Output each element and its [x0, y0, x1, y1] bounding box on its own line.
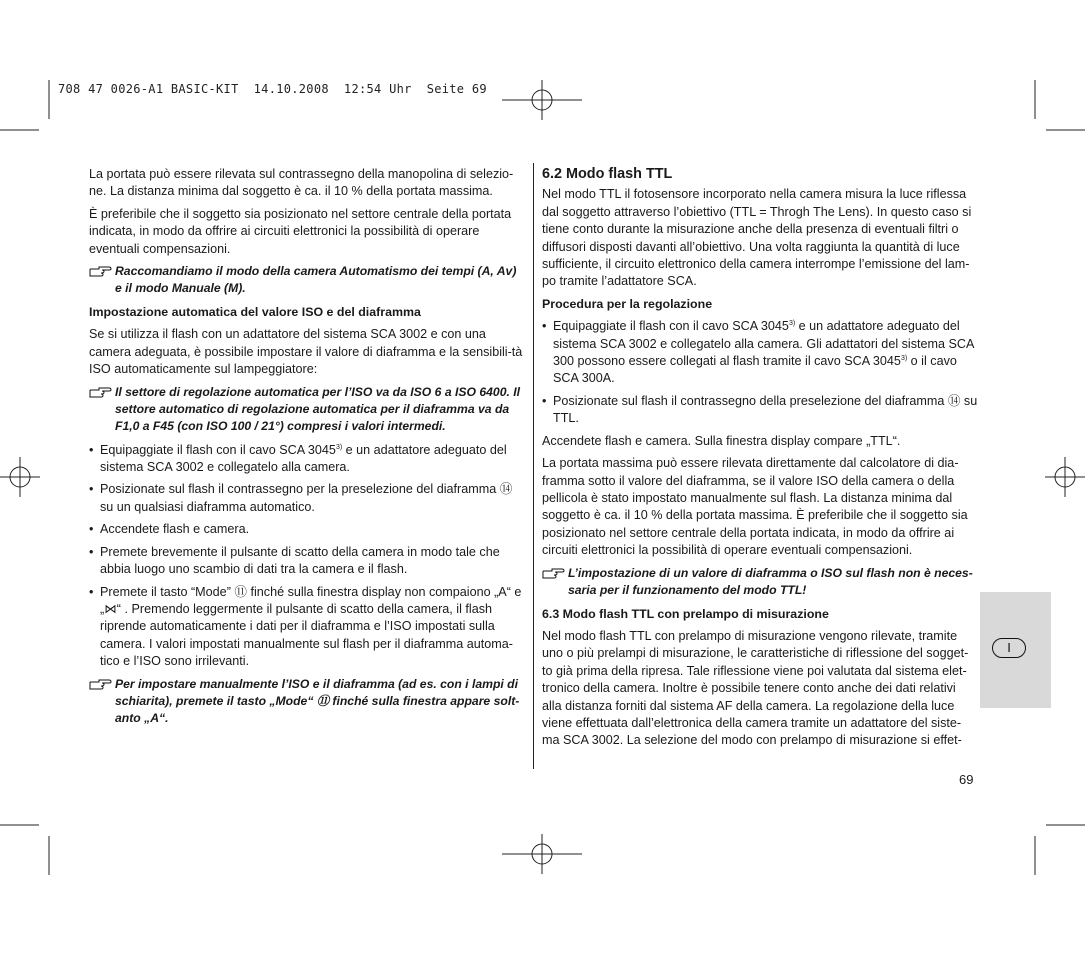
note-text: Il settore di regolazione automatica per l’ISO va da ISO 6 a ISO 6400. Il settore automatico di regolazione automatica per il diaframma va da F1,0 a F45 (con ISO 100 / 21°) compresi i valori intermedi. [115, 384, 521, 433]
paragraph: Accendete flash e camera. Sulla finestra display compare „TTL“. [542, 433, 901, 448]
bullet: • [89, 544, 94, 559]
bullet: • [89, 482, 94, 497]
paragraph: La portata massima può essere rilevata direttamente dal calcolatore di dia-framma sotto il valore del diaframma, se il valore ISO della camera o della pellicola è stato impostato manualmente sul flash. La distanza minima dal soggetto è ca. il 10 % della portata massima. È preferibile che il soggetto sia posizionato nel settore centrale della portata indicata, in modo da offrire ai circuiti elettronici la possibilità di operare eventuali compensazioni. [542, 456, 968, 558]
bullet: • [89, 522, 94, 537]
pointing-hand-icon [542, 566, 565, 579]
pointing-hand-icon [89, 385, 112, 398]
paragraph: È preferibile che il soggetto sia posizionato nel settore centrale della portata indicata, in modo da offrire ai circuiti elettronici la possibilità di operare eventuali compensazioni. [89, 206, 512, 256]
bullet: • [542, 393, 547, 408]
list-item: • Posizionate sul flash il contrassegno per la preselezione del diaframma ⑭ su un qualsiasi diaframma automatico. [89, 482, 513, 514]
subheading: 6.3 Modo flash TTL con prelampo di misurazione [542, 606, 829, 621]
paragraph: La portata può essere rilevata sul contrassegno della manopolina di selezio-ne. La distanza minima dal soggetto è ca. il 10 % della portata massima. [89, 167, 514, 199]
list-item: • Equipaggiate il flash con il cavo SCA 3045$^{3)}$ e un adattatore adeguato del sistema SCA 3002 e collegatelo alla camera. Gli adattatori del sistema SCA 300 possono essere collegati al flash tramite il cavo SCA 3045$^{3)}$ o il cavo SCA 300A. [542, 319, 974, 386]
page-number: 69 [959, 772, 974, 787]
list-item: • Equipaggiate il flash con il cavo SCA 3045$^{3)}$ e un adattatore adeguato del sistema SCA 3002 e collegatelo alla camera. [89, 442, 507, 475]
note-text: Raccomandiamo il modo della camera Automatismo dei tempi (A, Av) e il modo Manuale (M). [115, 264, 517, 296]
list-item: • Premete il tasto “Mode” ⑪ finché sulla finestra display non compaiono „A“ e „⋈“ . Premendo leggermente il pulsante di scatto della camera, il flash riprende automaticamente i dati per il diaframma e l’ISO impostati sulla camera. I valori impostati manualmente sul flash per il diaframma automa-tico e l’ISO sono irrilevanti. [89, 584, 522, 669]
language-tab [980, 592, 1051, 708]
bullet-list [542, 318, 978, 427]
pointing-hand-icon [89, 264, 112, 277]
left-column [89, 166, 524, 734]
section-title: 6.2 Modo flash TTL [542, 166, 673, 182]
print-slug-line: 708 47 0026-A1 BASIC-KIT 14.10.2008 12:54 Uhr Seite 69 [58, 82, 487, 96]
note [89, 263, 524, 297]
note: Per impostare manualmente l’ISO e il diaframma (ad es. con i lampi di schiarita), premete il tasto „Mode“ ⑪ finché sulla finestra appare solt-anto „A“. [89, 676, 524, 727]
list-item: • Posizionate sul flash il contrassegno della preselezione del diaframma ⑭ su TTL. [542, 393, 978, 426]
subheading: Procedura per la regolazione [542, 296, 713, 311]
note-text: L’impostazione di un valore di diaframma o ISO sul flash non è neces-saria per il funzionamento del modo TTL! [568, 565, 973, 597]
list-item: • Accendete flash e camera. [89, 521, 524, 538]
bullet: • [542, 319, 547, 334]
subheading: Impostazione automatica del valore ISO e del diaframma [89, 305, 421, 320]
bullet-list [89, 442, 524, 671]
paragraph: Se si utilizza il flash con un adattatore del sistema SCA 3002 e con una camera adeguata, è possibile impostare il valore di diaframma e la sensibili-tà ISO automaticamente sul lampeggiatore: [89, 327, 523, 377]
bullet: • [89, 442, 94, 457]
language-tab-letter: I [992, 638, 1026, 658]
list-item: • Premete brevemente il pulsante di scatto della camera in modo tale che abbia luogo uno scambio di dati tra la camera e il flash. [89, 544, 500, 577]
note [89, 384, 524, 435]
note [542, 565, 978, 599]
pointing-hand-icon [89, 677, 112, 690]
column-divider [533, 163, 534, 769]
paragraph: Nel modo flash TTL con prelampo di misurazione vengono rilevate, tramite uno o più prelampi di misurazione, le caratteristiche di riflessione del sogget-to già prima della ripresa. Tale riflessione viene poi valutata dal sistema elet-tronico della camera. Inoltre è possibile tenere conto anche dei dati relativi alla distanza forniti dal sistema AF della camera. La regolazione della luce viene effettuata dall’elettronica della camera tramite un adattatore del siste-ma SCA 3002. La selezione del modo con prelampo di misurazione si effet- [542, 628, 969, 748]
circled-number: ⑭ [499, 482, 513, 497]
bullet: • [89, 584, 94, 599]
right-column [542, 166, 978, 755]
circled-number: ⑪ [234, 584, 247, 599]
circled-number: ⑪ [316, 693, 330, 708]
paragraph: Nel modo TTL il fotosensore incorporato nella camera misura la luce riflessa dal soggetto attraverso l’obiettivo (TTL = Throgh The Lens). In questo caso si tiene conto durante la misurazione anche della presenza di eventuali filtri o diffusori disposti davanti all’obiettivo. Una volta raggiunta la quantità di luce sufficiente, il circuito elettronico della camera interrompe l’emissione del lam-po tramite l’adattatore SCA. [542, 187, 972, 289]
circled-number: ⑭ [947, 393, 961, 408]
